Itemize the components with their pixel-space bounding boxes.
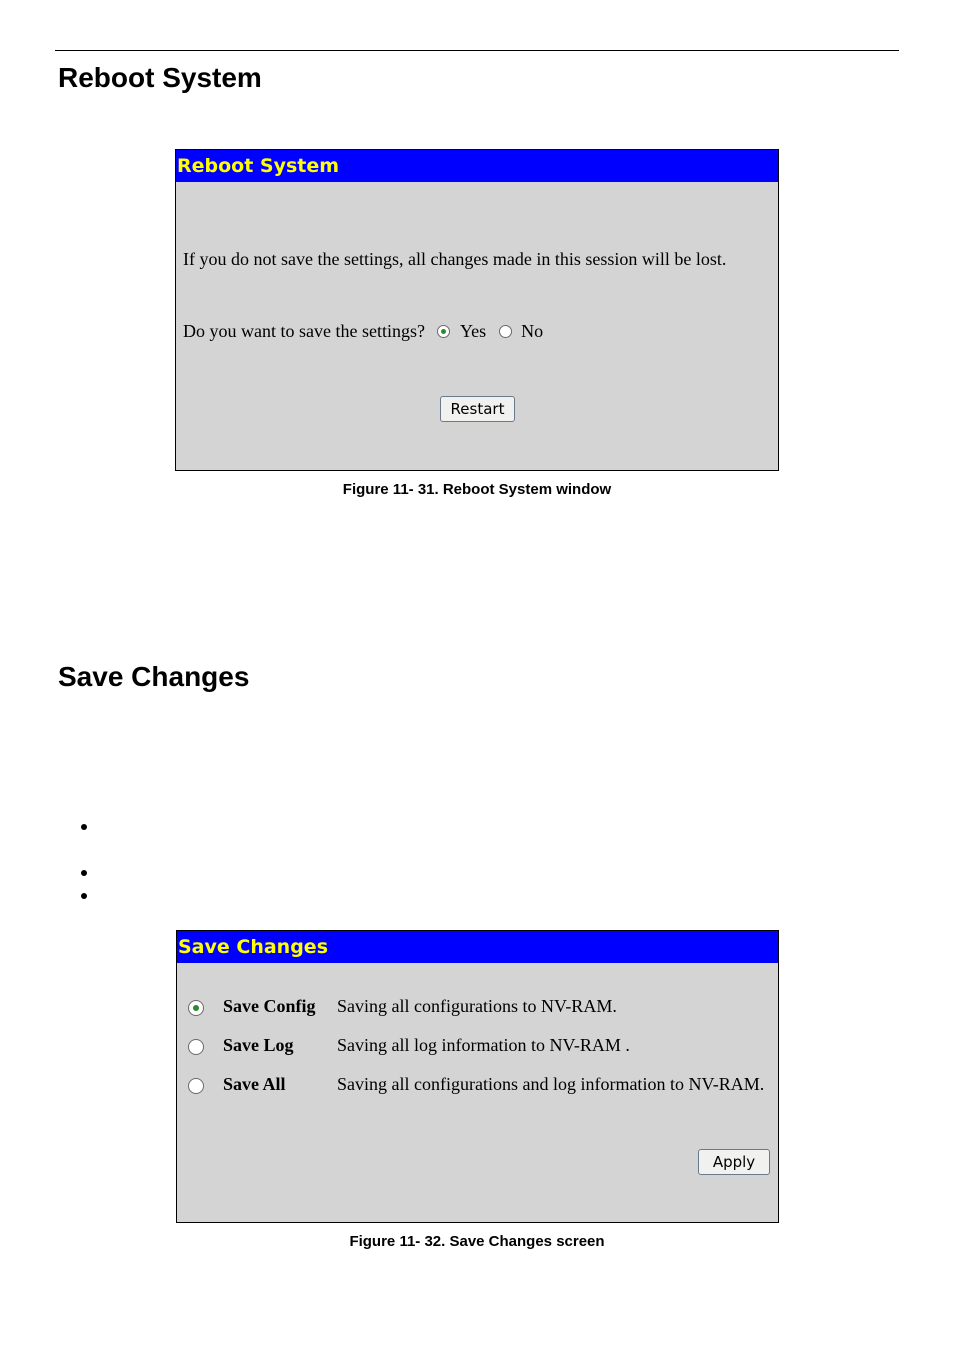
save-config-description: Saving all configurations to NV-RAM. <box>337 996 617 1016</box>
save-all-label: Save All <box>223 1074 286 1094</box>
save-all-radio[interactable] <box>188 1078 204 1094</box>
figure-caption-reboot: Figure 11- 31. Reboot System window <box>342 481 612 498</box>
figure-caption-save: Figure 11- 32. Save Changes screen <box>349 1233 605 1250</box>
no-label: No <box>521 321 544 341</box>
save-settings-question-row <box>183 319 543 343</box>
save-log-label: Save Log <box>223 1035 294 1055</box>
apply-button[interactable]: Apply <box>698 1149 770 1175</box>
reboot-system-panel <box>175 149 779 471</box>
bullet-2 <box>81 870 87 876</box>
save-log-description: Saving all log information to NV-RAM . <box>337 1035 630 1055</box>
reboot-warning-message: If you do not save the settings, all changes made in this session will be lost. <box>183 249 727 269</box>
save-panel-header: Save Changes <box>177 931 778 963</box>
top-rule <box>55 50 899 51</box>
bullet-1 <box>81 824 87 830</box>
bullet-3 <box>81 893 87 899</box>
save-config-radio[interactable] <box>188 1000 204 1016</box>
yes-radio[interactable] <box>437 325 450 338</box>
save-config-label: Save Config <box>223 996 316 1016</box>
save-log-radio[interactable] <box>188 1039 204 1055</box>
section-title-save-changes: Save Changes <box>58 661 250 692</box>
section-title-reboot-system: Reboot System <box>58 62 262 93</box>
restart-button[interactable]: Restart <box>440 396 515 422</box>
yes-label: Yes <box>459 321 487 341</box>
save-changes-panel <box>176 930 779 1223</box>
save-all-description: Saving all configurations and log information to NV-RAM. <box>337 1074 765 1094</box>
reboot-panel-header: Reboot System <box>176 150 778 182</box>
no-radio[interactable] <box>499 325 512 338</box>
save-settings-question: Do you want to save the settings? <box>183 321 425 341</box>
